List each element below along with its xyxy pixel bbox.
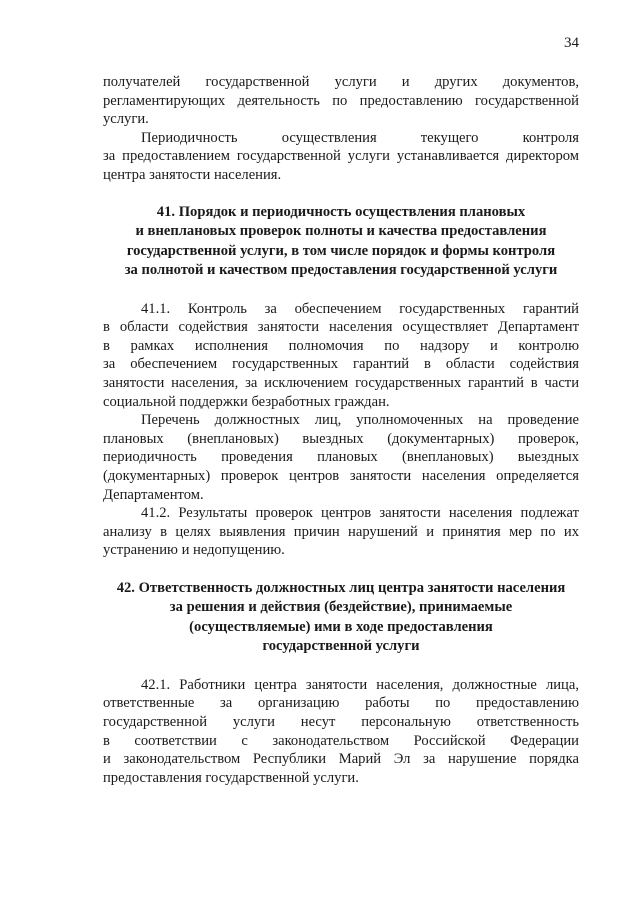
text-line: плановых (внеплановых) выездных (документарных) проверок,: [103, 430, 579, 447]
text-line: получателей государственной услуги и других документов,: [103, 74, 579, 90]
paragraph-42-1: [103, 676, 579, 788]
page-number: 34: [564, 35, 579, 51]
text-line: в соответствии с законодательством Российской Федерации: [103, 732, 579, 749]
text-line: ответственные за организацию работы по предоставлению: [103, 695, 579, 712]
heading-line: государственной услуги: [262, 638, 420, 655]
heading-line: за решения и действия (бездействие), принимаемые: [169, 599, 513, 616]
intro-paragraph: [103, 73, 579, 129]
text-line: в области содействия занятости населения осуществляет Департамент: [103, 319, 579, 336]
heading-line: государственной услуги, в том числе порядок и формы контроля: [126, 242, 556, 259]
text-line: Периодичность осуществления текущего контроля: [141, 129, 579, 146]
text-line: анализу в целях выявления причин нарушений и принятия мер по их: [103, 523, 579, 540]
text-line: Перечень должностных лиц, уполномоченных на проведение: [141, 412, 579, 429]
paragraph-officials-list: [103, 411, 579, 504]
heading-line: (осуществляемые) ими в ходе предоставления: [189, 618, 493, 635]
heading-line: и внеплановых проверок полноты и качества предоставления: [135, 223, 547, 240]
text-line: регламентирующих деятельность по предоставлению государственной: [103, 92, 579, 109]
text-line: 42.1. Работники центра занятости населения, должностные лица,: [141, 676, 579, 693]
text-line: центра занятости населения.: [103, 166, 282, 183]
text-line: устранению и недопущению.: [103, 542, 285, 559]
text-line: периодичность проведения плановых (внеплановых) выездных: [103, 449, 579, 466]
text-line: занятости населения, за исключением государственных гарантий в части: [103, 374, 579, 391]
text-line: предоставления государственной услуги.: [103, 769, 359, 786]
heading-line: 41. Порядок и периодичность осуществления плановых: [156, 203, 526, 220]
section-42-heading: [103, 579, 579, 657]
text-line: услуги.: [103, 111, 149, 128]
text-line: и законодательством Республики Марий Эл за нарушение порядка: [103, 751, 579, 768]
paragraph-41-2: [103, 504, 579, 560]
heading-line: 42. Ответственность должностных лиц центра занятости населения: [116, 579, 566, 596]
text-line: социальной поддержки безработных граждан.: [103, 393, 390, 410]
text-line: за предоставлением государственной услуги устанавливается директором: [103, 148, 579, 165]
text-line: государственной услуги несут персональную ответственность: [103, 714, 579, 731]
document-body: [103, 73, 579, 787]
text-line: Департаментом.: [103, 486, 204, 503]
heading-line: за полнотой и качеством предоставления государственной услуги: [124, 262, 558, 279]
text-line: за обеспечением государственных гарантий в области содействия: [103, 356, 579, 373]
text-line: 41.2. Результаты проверок центров занятости населения подлежат: [141, 505, 579, 522]
section-41-heading: [103, 203, 579, 281]
periodicity-paragraph: [103, 129, 579, 185]
paragraph-41-1: [103, 300, 579, 412]
text-line: 41.1. Контроль за обеспечением государственных гарантий: [141, 300, 579, 317]
text-line: в рамках исполнения полномочия по надзору и контролю: [103, 337, 579, 354]
text-line: (документарных) проверок центров занятости населения определяется: [103, 467, 579, 484]
